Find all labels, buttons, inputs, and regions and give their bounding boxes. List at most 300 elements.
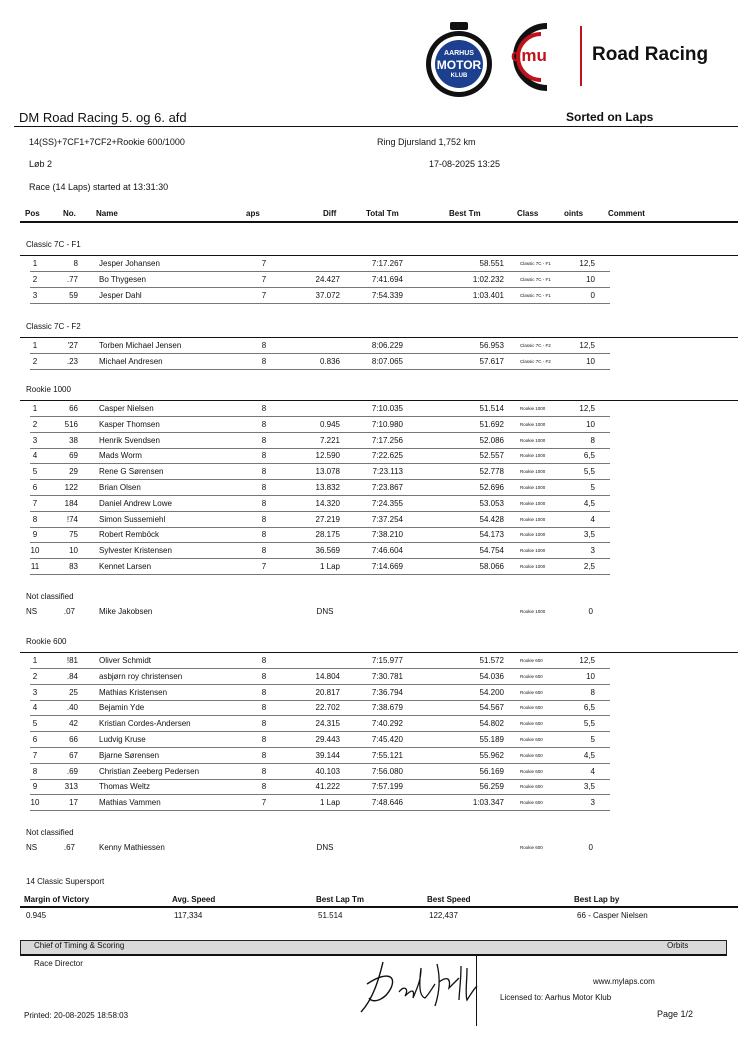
rider-name: Mathias Vammen bbox=[99, 798, 161, 808]
cell-pts: 12,5 bbox=[579, 259, 595, 268]
row-underline bbox=[30, 448, 610, 449]
cell-status: DNS bbox=[316, 607, 334, 616]
cell-no: .84 bbox=[66, 671, 78, 681]
cell-best: 55.962 bbox=[479, 750, 504, 760]
col-class: Class bbox=[517, 209, 539, 218]
cell-pos: 10 bbox=[30, 798, 40, 808]
row-underline bbox=[30, 432, 610, 433]
cell-class: Rookie 1000 bbox=[520, 406, 546, 411]
cell-pts: 2,5 bbox=[583, 562, 595, 571]
cell-best: 52.086 bbox=[479, 435, 504, 445]
row-underline bbox=[30, 684, 610, 685]
cell-no: 66 bbox=[69, 404, 78, 413]
col-pos: Pos bbox=[25, 209, 40, 218]
cell-laps: 8 bbox=[261, 530, 267, 540]
row-underline bbox=[30, 527, 610, 528]
cell-pos: 9 bbox=[32, 530, 38, 540]
row-underline bbox=[30, 700, 610, 701]
cell-no: !74 bbox=[66, 514, 78, 524]
cell-class: Rookie 600 bbox=[520, 845, 543, 850]
cell-class: Classic 7C - F1 bbox=[520, 276, 551, 282]
cell-pts: 0 bbox=[588, 607, 593, 616]
cell-class: Rookie 1000 bbox=[520, 564, 546, 569]
race-director-label: Race Director bbox=[34, 959, 83, 968]
cell-pos: 4 bbox=[32, 703, 38, 713]
club-logo-bot: KLUB bbox=[450, 73, 468, 79]
cell-total: 7:57.199 bbox=[371, 782, 403, 792]
track-name: Ring Djursland 1,752 km bbox=[377, 137, 476, 147]
cell-no: 17 bbox=[69, 798, 78, 808]
road-racing-title: Road Racing bbox=[592, 44, 709, 65]
cell-diff: 20.817 bbox=[315, 687, 340, 697]
col-points: oints bbox=[564, 209, 584, 218]
orbits-label: Orbits bbox=[667, 941, 689, 950]
rider-name: Brian Olsen bbox=[99, 483, 141, 492]
cell-no: 83 bbox=[69, 562, 78, 571]
cell-best: 51.572 bbox=[479, 656, 504, 665]
row-underline bbox=[30, 511, 610, 512]
cell-best: 54.428 bbox=[479, 514, 504, 524]
cell-laps: 8 bbox=[261, 467, 267, 477]
cell-total: 7:30.781 bbox=[371, 671, 403, 681]
cell-pos: 2 bbox=[32, 419, 38, 429]
cell-total: 7:55.121 bbox=[371, 750, 403, 760]
rider-name: Ludvig Kruse bbox=[99, 735, 146, 744]
cell-diff: 14.320 bbox=[315, 498, 340, 508]
cell-pts: 5,5 bbox=[583, 467, 595, 477]
cell-best: 54.200 bbox=[479, 687, 504, 697]
cell-pos: 5 bbox=[32, 467, 38, 477]
summary-bestspeed: 122,437 bbox=[429, 911, 458, 920]
cell-laps: 8 bbox=[261, 404, 267, 413]
cell-best: 54.173 bbox=[479, 530, 504, 540]
cell-best: 58.551 bbox=[479, 259, 504, 268]
cell-class: Rookie 600 bbox=[520, 784, 543, 790]
cell-laps: 8 bbox=[261, 656, 267, 665]
row-underline bbox=[30, 369, 610, 370]
signature-divider bbox=[476, 954, 477, 1026]
cell-no: 42 bbox=[69, 719, 78, 729]
cell-class: Rookie 1000 bbox=[520, 437, 546, 443]
cell-pts: 6,5 bbox=[583, 703, 595, 713]
title-rule bbox=[14, 126, 738, 127]
cell-no: '27 bbox=[67, 341, 78, 350]
row-underline bbox=[30, 542, 610, 543]
cell-pts: 10 bbox=[586, 671, 595, 681]
rider-name: Bejamin Yde bbox=[99, 703, 145, 713]
cell-best: 57.617 bbox=[479, 356, 504, 366]
cell-total: 7:48.646 bbox=[371, 798, 403, 808]
summary-h-bestlap: Best Lap Tm bbox=[316, 895, 365, 904]
header-rule bbox=[20, 221, 738, 223]
dmu-logo bbox=[505, 22, 585, 92]
group-rule bbox=[20, 652, 738, 653]
cell-diff: 14.804 bbox=[315, 671, 340, 681]
cell-laps: 8 bbox=[261, 356, 267, 366]
cell-diff: 40.103 bbox=[315, 766, 340, 776]
cell-status: DNS bbox=[316, 843, 334, 852]
row-underline bbox=[30, 747, 610, 748]
cell-no: 25 bbox=[69, 687, 78, 697]
cell-pts: 3,5 bbox=[583, 782, 595, 792]
cell-laps: 8 bbox=[261, 451, 267, 461]
cell-pos: 7 bbox=[32, 750, 38, 760]
cell-no: 313 bbox=[64, 782, 78, 792]
cell-class: Classic 7C - F2 bbox=[520, 358, 551, 364]
cell-diff: 28.175 bbox=[315, 530, 340, 540]
cell-laps: 7 bbox=[261, 798, 267, 808]
signature-image bbox=[355, 954, 480, 1024]
cell-laps: 7 bbox=[261, 290, 267, 300]
heat-label: Løb 2 bbox=[29, 159, 53, 169]
club-logo bbox=[418, 20, 500, 98]
cell-pos: NS bbox=[26, 843, 38, 852]
cell-class: Rookie 1000 bbox=[520, 532, 546, 538]
cell-best: 51.514 bbox=[479, 404, 504, 413]
cell-diff: 0.836 bbox=[319, 356, 340, 366]
cell-laps: 7 bbox=[261, 274, 267, 284]
group-rule bbox=[20, 400, 738, 401]
row-underline bbox=[30, 416, 610, 417]
row-underline bbox=[30, 779, 610, 780]
not-classified-title: Not classified bbox=[26, 828, 74, 837]
rider-name: Jesper Johansen bbox=[99, 259, 160, 268]
cell-best: 58.066 bbox=[479, 562, 504, 571]
cell-class: Rookie 600 bbox=[520, 721, 543, 727]
rider-name: Michael Andresen bbox=[99, 356, 163, 366]
cell-pts: 5 bbox=[590, 483, 595, 492]
row-underline bbox=[30, 731, 610, 732]
cell-pos: 11 bbox=[30, 562, 40, 571]
cell-no: .67 bbox=[63, 843, 75, 852]
row-underline bbox=[30, 763, 610, 764]
summary-h-margin: Margin of Victory bbox=[24, 895, 90, 904]
cell-total: 7:22.625 bbox=[371, 451, 403, 461]
not-classified-title: Not classified bbox=[26, 592, 74, 601]
cell-pts: 3 bbox=[590, 546, 595, 556]
col-diff: Diff bbox=[323, 209, 337, 218]
cell-best: 52.778 bbox=[479, 467, 504, 477]
cell-no: 516 bbox=[64, 419, 78, 429]
cell-laps: 8 bbox=[261, 735, 267, 744]
cell-diff: 39.144 bbox=[315, 750, 340, 760]
cell-laps: 8 bbox=[261, 703, 267, 713]
cell-pos: 3 bbox=[32, 435, 38, 445]
cell-best: 52.696 bbox=[479, 483, 504, 492]
cell-class: Rookie 600 bbox=[520, 705, 543, 711]
cell-total: 7:14.669 bbox=[371, 562, 403, 571]
summary-margin: 0.945 bbox=[26, 911, 47, 920]
cell-total: 7:23.867 bbox=[371, 483, 403, 492]
cell-class: Rookie 1000 bbox=[520, 516, 546, 522]
cell-pos: 6 bbox=[32, 483, 38, 492]
cell-pos: 2 bbox=[32, 671, 38, 681]
cell-pts: 6,5 bbox=[583, 451, 595, 461]
cell-pts: 10 bbox=[586, 356, 595, 366]
cell-diff: 22.702 bbox=[315, 703, 340, 713]
rider-name: Mike Jakobsen bbox=[99, 607, 153, 616]
cell-pos: 3 bbox=[32, 290, 38, 300]
cell-diff: 24.427 bbox=[315, 274, 340, 284]
group-title: Classic 7C - F1 bbox=[26, 240, 81, 249]
cell-no: 59 bbox=[69, 290, 78, 300]
rider-name: Kennet Larsen bbox=[99, 562, 152, 571]
cell-pts: 5,5 bbox=[583, 719, 595, 729]
group-title: Rookie 600 bbox=[26, 637, 67, 646]
rider-name: Casper Nielsen bbox=[99, 404, 154, 413]
cell-laps: 8 bbox=[261, 514, 267, 524]
cell-laps: 8 bbox=[261, 766, 267, 776]
row-underline bbox=[30, 287, 610, 288]
row-underline bbox=[30, 668, 610, 669]
cell-best: 54.802 bbox=[479, 719, 504, 729]
cell-class: Rookie 1000 bbox=[520, 500, 546, 506]
cell-diff: 27.219 bbox=[315, 514, 340, 524]
cell-best: 1:02.232 bbox=[472, 274, 504, 284]
cell-no: 122 bbox=[64, 483, 78, 492]
cell-class: Rookie 1000 bbox=[520, 609, 546, 614]
summary-h-by: Best Lap by bbox=[574, 895, 620, 904]
cell-pos: 9 bbox=[32, 782, 38, 792]
cell-no: 29 bbox=[69, 467, 78, 477]
cell-class: Rookie 1000 bbox=[520, 453, 546, 459]
cell-pos: 1 bbox=[32, 656, 38, 665]
cell-best: 56.953 bbox=[479, 341, 504, 350]
cell-best: 56.259 bbox=[479, 782, 504, 792]
cell-total: 7:38.679 bbox=[371, 703, 403, 713]
rider-name: Bjarne Sørensen bbox=[99, 750, 160, 760]
printed-label: Printed: 20-08-2025 18:58:03 bbox=[24, 1011, 129, 1020]
page-number: Page 1/2 bbox=[657, 1009, 694, 1019]
cell-no: 75 bbox=[69, 530, 78, 540]
rider-name: Simon Sussemiehl bbox=[99, 514, 166, 524]
row-underline bbox=[30, 353, 610, 354]
cell-total: 7:24.355 bbox=[371, 498, 403, 508]
rider-name: Robert Remböck bbox=[99, 530, 160, 540]
cell-pts: 8 bbox=[590, 435, 595, 445]
cell-no: 184 bbox=[64, 498, 78, 508]
cell-pts: 0 bbox=[588, 843, 593, 852]
cell-total: 7:10.035 bbox=[371, 404, 403, 413]
row-underline bbox=[30, 794, 610, 795]
cell-best: 54.567 bbox=[479, 703, 504, 713]
cell-no: .07 bbox=[63, 607, 75, 616]
col-laps: aps bbox=[246, 209, 260, 218]
row-underline bbox=[30, 574, 610, 575]
logo-divider bbox=[580, 26, 582, 86]
cell-diff: 0.945 bbox=[319, 419, 340, 429]
sort-label: Sorted on Laps bbox=[566, 110, 654, 124]
cell-laps: 8 bbox=[261, 782, 267, 792]
cell-laps: 8 bbox=[261, 687, 267, 697]
cell-class: Rookie 600 bbox=[520, 800, 543, 806]
rider-name: Kristian Cordes-Andersen bbox=[99, 719, 191, 729]
cell-laps: 8 bbox=[261, 483, 267, 492]
rider-name: Mads Worm bbox=[99, 451, 142, 461]
cell-diff: 41.222 bbox=[315, 782, 340, 792]
col-name: Name bbox=[96, 209, 118, 218]
website-label: www.mylaps.com bbox=[593, 977, 655, 986]
cell-class: Rookie 1000 bbox=[520, 548, 546, 554]
cell-pos: 1 bbox=[32, 341, 38, 350]
cell-total: 7:36.794 bbox=[371, 687, 403, 697]
cell-class: Rookie 1000 bbox=[520, 485, 546, 490]
rider-name: Christian Zeeberg Pedersen bbox=[99, 766, 200, 776]
cell-class: Rookie 600 bbox=[520, 689, 543, 695]
cell-diff: 12.590 bbox=[315, 451, 340, 461]
cell-diff: 13.078 bbox=[315, 467, 340, 477]
cell-no: .77 bbox=[66, 274, 78, 284]
rider-name: Rene G Sørensen bbox=[99, 467, 164, 477]
cell-total: 7:17.267 bbox=[371, 259, 403, 268]
summary-rule bbox=[20, 906, 738, 908]
col-comment: Comment bbox=[608, 209, 645, 218]
cell-pos: 1 bbox=[32, 259, 38, 268]
cell-class: Rookie 1000 bbox=[520, 469, 546, 475]
cell-total: 7:46.604 bbox=[371, 546, 403, 556]
group-title: Classic 7C - F2 bbox=[26, 322, 81, 331]
cell-pos: 5 bbox=[32, 719, 38, 729]
cell-laps: 8 bbox=[261, 750, 267, 760]
row-underline bbox=[30, 463, 610, 464]
cell-class: Rookie 600 bbox=[520, 768, 543, 774]
cell-total: 7:40.292 bbox=[371, 719, 403, 729]
summary-by: 66 - Casper Nielsen bbox=[577, 911, 648, 920]
cell-total: 7:56.080 bbox=[371, 766, 403, 776]
cell-pts: 12,5 bbox=[579, 656, 595, 665]
cell-no: .23 bbox=[66, 356, 78, 366]
cell-total: 8:06.229 bbox=[371, 341, 403, 350]
cell-no: 8 bbox=[73, 259, 78, 268]
col-no: No. bbox=[63, 209, 76, 218]
summary-bestlap: 51.514 bbox=[318, 911, 343, 920]
cell-pts: 3 bbox=[590, 798, 595, 808]
cell-total: 7:54.339 bbox=[371, 290, 403, 300]
rider-name: Daniel Andrew Lowe bbox=[99, 498, 172, 508]
rider-name: Jesper Dahl bbox=[99, 290, 142, 300]
cell-pts: 8 bbox=[590, 687, 595, 697]
cell-class: Classic 7C - F2 bbox=[520, 343, 551, 348]
row-underline bbox=[30, 715, 610, 716]
cell-laps: 8 bbox=[261, 671, 267, 681]
row-underline bbox=[30, 271, 610, 272]
cell-pts: 4,5 bbox=[583, 498, 595, 508]
cell-class: Classic 7C - F1 bbox=[520, 292, 551, 298]
rider-name: Mathias Kristensen bbox=[99, 687, 168, 697]
cell-pos: 6 bbox=[32, 735, 38, 744]
cell-no: 10 bbox=[69, 546, 78, 556]
rider-name: Henrik Svendsen bbox=[99, 435, 160, 445]
cell-pts: 10 bbox=[586, 419, 595, 429]
cell-diff: 1 Lap bbox=[319, 798, 340, 808]
cell-diff: 13.832 bbox=[315, 483, 340, 492]
rider-name: Kasper Thomsen bbox=[99, 419, 160, 429]
cell-diff: 37.072 bbox=[315, 290, 340, 300]
row-underline bbox=[30, 810, 610, 811]
row-underline bbox=[30, 558, 610, 559]
cell-laps: 8 bbox=[261, 435, 267, 445]
cell-total: 7:45.420 bbox=[371, 735, 403, 744]
cell-diff: 1 Lap bbox=[319, 562, 340, 571]
cell-pos: NS bbox=[26, 607, 38, 616]
row-underline bbox=[30, 479, 610, 480]
group-title: Rookie 1000 bbox=[26, 385, 71, 394]
cell-total: 7:10.980 bbox=[371, 419, 403, 429]
cell-pts: 3,5 bbox=[583, 530, 595, 540]
rider-name: Sylvester Kristensen bbox=[99, 546, 172, 556]
cell-best: 54.036 bbox=[479, 671, 504, 681]
class-list: 14(SS)+7CF1+7CF2+Rookie 600/1000 bbox=[29, 137, 185, 147]
cell-no: .69 bbox=[66, 766, 78, 776]
row-underline bbox=[30, 303, 610, 304]
cell-pos: 2 bbox=[32, 356, 38, 366]
col-best: Best Tm bbox=[449, 209, 481, 218]
event-title: DM Road Racing 5. og 6. afd bbox=[19, 110, 187, 125]
cell-class: Rookie 600 bbox=[520, 673, 543, 679]
cell-pts: 0 bbox=[590, 290, 595, 300]
cell-pts: 4 bbox=[590, 514, 595, 524]
cell-total: 7:37.254 bbox=[371, 514, 403, 524]
event-datetime: 17-08-2025 13:25 bbox=[429, 159, 501, 169]
cell-diff: 36.569 bbox=[315, 546, 340, 556]
cell-no: 38 bbox=[69, 435, 78, 445]
cell-pos: 1 bbox=[32, 404, 38, 413]
cell-best: 55.189 bbox=[479, 735, 504, 744]
cell-best: 1:03.401 bbox=[472, 290, 504, 300]
rider-name: Kenny Mathiessen bbox=[99, 843, 165, 852]
dmu-logo-text: dmu bbox=[511, 46, 547, 65]
cell-laps: 8 bbox=[261, 341, 267, 350]
cell-diff: 29.443 bbox=[315, 735, 340, 744]
rider-name: Thomas Weltz bbox=[99, 782, 150, 792]
rider-name: Oliver Schmidt bbox=[99, 656, 152, 665]
cell-total: 7:23.113 bbox=[372, 467, 403, 477]
summary-h-bestspeed: Best Speed bbox=[427, 895, 471, 904]
rider-name: Bo Thygesen bbox=[99, 274, 146, 284]
cell-laps: 8 bbox=[261, 719, 267, 729]
cell-diff: 7.221 bbox=[319, 435, 340, 445]
cell-best: 1:03.347 bbox=[472, 798, 504, 808]
cell-pos: 7 bbox=[32, 498, 38, 508]
cell-pos: 10 bbox=[30, 546, 40, 556]
cell-pos: 8 bbox=[32, 514, 38, 524]
group-rule bbox=[20, 255, 738, 256]
cell-total: 7:17.256 bbox=[371, 435, 403, 445]
cell-laps: 8 bbox=[261, 419, 267, 429]
rider-name: Torben Michael Jensen bbox=[99, 341, 182, 350]
cell-best: 56.169 bbox=[479, 766, 504, 776]
cell-total: 7:38.210 bbox=[371, 530, 403, 540]
cell-pos: 4 bbox=[32, 451, 38, 461]
cell-best: 53.053 bbox=[479, 498, 504, 508]
cell-pts: 12,5 bbox=[579, 404, 595, 413]
cell-pts: 5 bbox=[590, 735, 595, 744]
cell-pts: 4 bbox=[590, 766, 595, 776]
summary-h-avg: Avg. Speed bbox=[172, 895, 216, 904]
cell-laps: 7 bbox=[261, 562, 267, 571]
cell-no: .40 bbox=[66, 703, 78, 713]
cell-class: Rookie 600 bbox=[520, 752, 543, 758]
cell-pos: 3 bbox=[32, 687, 38, 697]
cell-pos: 8 bbox=[32, 766, 38, 776]
cell-no: 69 bbox=[69, 451, 78, 461]
group-rule bbox=[20, 337, 738, 338]
cell-no: 66 bbox=[69, 735, 78, 744]
rider-name: asbjørn roy christensen bbox=[99, 671, 183, 681]
chief-label: Chief of Timing & Scoring bbox=[34, 941, 125, 950]
row-underline bbox=[30, 495, 610, 496]
cell-class: Rookie 600 bbox=[520, 737, 543, 742]
